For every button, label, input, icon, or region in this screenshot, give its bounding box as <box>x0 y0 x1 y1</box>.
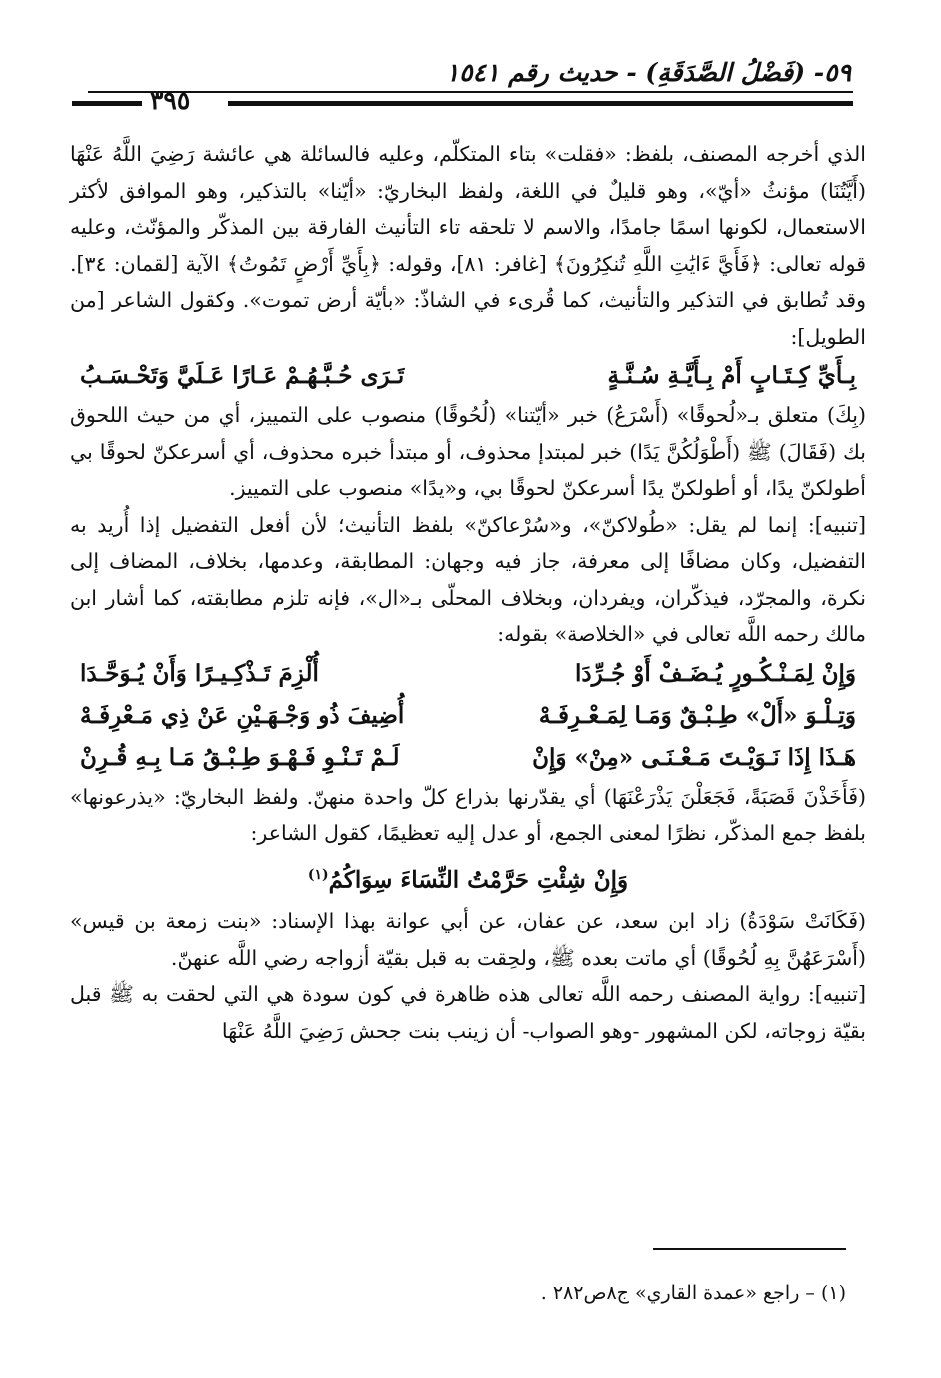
alfiyya-verse-3-second: لَـمْ تَـنْـوِ فَـهْـوَ طِـبْـقُ مَـا بِـهِ قُـرِنْ <box>80 743 400 771</box>
paragraph-5: (فَكَانَتْ سَوْدَةُ) زاد ابن سعد، عن عفان، عن أبي عوانة بهذا الإسناد: «بنت زمعة بن قيس» (أَسْرَعَهُنَّ بِهِ لُحُوقًا) أي ماتت بعده ﷺ، ولحِقت به قبل بقيّة أزواجه رضي اللَّه عنهنّ. <box>70 909 866 970</box>
alfiyya-verse-3 <box>70 737 866 779</box>
paragraph-6-note: [تنبيه]: رواية المصنف رحمه اللَّه تعالى هذه ظاهرة في كون سودة هي التي لحقت به ﷺ قبل بقيّة زوجاته، لكن المشهور -وهو الصواب- أن زينب بنت جحش رَضِيَ اللَّهُ عَنْهَا <box>70 982 866 1043</box>
footnote-reference[interactable]: (١) <box>307 866 329 883</box>
header-rule-left <box>72 101 142 106</box>
alfiyya-verse-1-second: أُلْزِمَ تَـذْكِـيـرًا وَأَنْ يُـوَحَّـدَا <box>80 659 319 687</box>
page-number: ٣٩٥ <box>150 86 191 115</box>
header-rule-top <box>88 91 853 93</box>
verse-1 <box>70 355 866 397</box>
footnote-separator <box>653 1248 846 1250</box>
paragraph-3-note: [تنبيه]: إنما لم يقل: «طُولاكنّ»، و«سُرْعاكنّ» بلفظ التأنيث؛ لأن أفعل التفضيل إذا أُريد به التفضيل، وكان مضافًا إلى معرفة، جاز فيه وجهان: المطابقة، وعدمها، بخلاف، المضاف إلى نكرة، والمجرّد، فيذكّران، ويفردان، وبخلاف المحلّى بـ«ال»، فإنه تلزم مطابقته، كما أشار ابن مالك رحمه اللَّه تعالى في «الخلاصة» بقوله: <box>70 512 866 646</box>
alfiyya-verse-2-second: أُضِيفَ ذُو وَجْـهَـيْنِ عَنْ ذِي مَـعْرِفَـهْ <box>80 701 405 729</box>
paragraph-2: (بِكَ) متعلق بـ«لُحوقًا» (أَسْرَعُ) خبر «أيّتنا» (لُحُوقًا) منصوب على التمييز، أي من حيث اللحوق بك (فَقَالَ) ﷺ (أَطْوَلُكُنَّ يَدًا) خبر لمبتدإ محذوف، أو مبتدأ خبره محذوف، أي أسرعكنّ لحوقًا بي أطولكنّ يدًا، أو أطولكنّ يدًا أسرعكنّ لحوقًا بي، و«يدًا» منصوب على التمييز. <box>70 403 866 500</box>
alfiyya-verse-1-first: وَإِنْ لِمَـنْـكُـورٍ يُـضَـفْ أَوْ جُـرِّدَا <box>575 659 856 687</box>
alfiyya-verse-1 <box>70 653 866 695</box>
running-header-title: ٥٩- (فَضْلُ الصَّدَقَةِ) - حديث رقم ١٥٤١ <box>445 58 851 87</box>
main-text <box>70 136 866 1049</box>
verse-3 <box>70 852 866 904</box>
paragraph-4: (فَأَخَذْنَ قَصَبَةً، فَجَعَلْنَ يَذْرَعْنَهَا) أي يقدّرنها بذراع كلّ واحدة منهنّ. ولفظ البخاريّ: «يذرعونها» بلفظ جمع المذكّر، نظرًا لمعنى الجمع، أو عدل إليه تعظيمًا، كقول الشاعر: <box>70 784 866 845</box>
verse-1-first-hemistich: بِـأَيِّ كِـتَـابٍ أَمْ بِـأَيَّـةِ سُـنَّـةٍ <box>607 362 856 389</box>
alfiyya-verse-2-first: وَتِـلْـوَ «أَلْ» طِـبْـقٌ وَمَـا لِمَـعْـرِفَـهْ <box>538 701 856 729</box>
paragraph-1: الذي أخرجه المصنف، بلفظ: «فقلت» بتاء المتكلّم، وعليه فالسائلة هي عائشة رَضِيَ اللَّهُ عَنْهَا (أَيَّتُنَا) مؤنثُ «أيّ»، وهو قليلٌ في اللغة، ولفظ البخاريّ: «أيّنا» بالتذكير، وهو الموافق لأكثر الاستعمال، لكونها اسمًا جامدًا، والاسم لا تلحقه تاء التأنيث الفارقة بين المذكّر والمؤنّث، وعليه قوله تعالى: ﴿فَأَيَّ ءَايَٰتِ اللَّهِ تُنكِرُونَ﴾ [غافر: ٨١]، وقوله: ﴿بِأَيِّ أَرْضٍ تَمُوتُ﴾ الآية [لقمان: ٣٤]. وقد تُطابق في التذكير والتأنيث، كما قُرىء في الشاذّ: «بأيّة أرض تموت». وكقول الشاعر [من الطويل]: <box>70 142 866 349</box>
alfiyya-verse-3-first: هَـذَا إِذَا نَـوَيْـتَ مَـعْـنَـى «مِنْ» وَإِنْ <box>532 743 856 771</box>
verse-3-text: وَإِنْ شِئْتِ حَرَّمْتُ النِّسَاءَ سِوَاكُمُ <box>328 866 629 894</box>
alfiyya-verse-2 <box>70 695 866 737</box>
header-rule-right <box>228 101 853 106</box>
verse-1-second-hemistich: تَـرَى حُـبَّـهُـمْ عَـارًا عَـلَيَّ وَتَحْـسَـبُ <box>80 362 405 389</box>
footnote: (١) – راجع «عمدة القاري» ج٨ص٢٨٢ . <box>540 1282 846 1304</box>
